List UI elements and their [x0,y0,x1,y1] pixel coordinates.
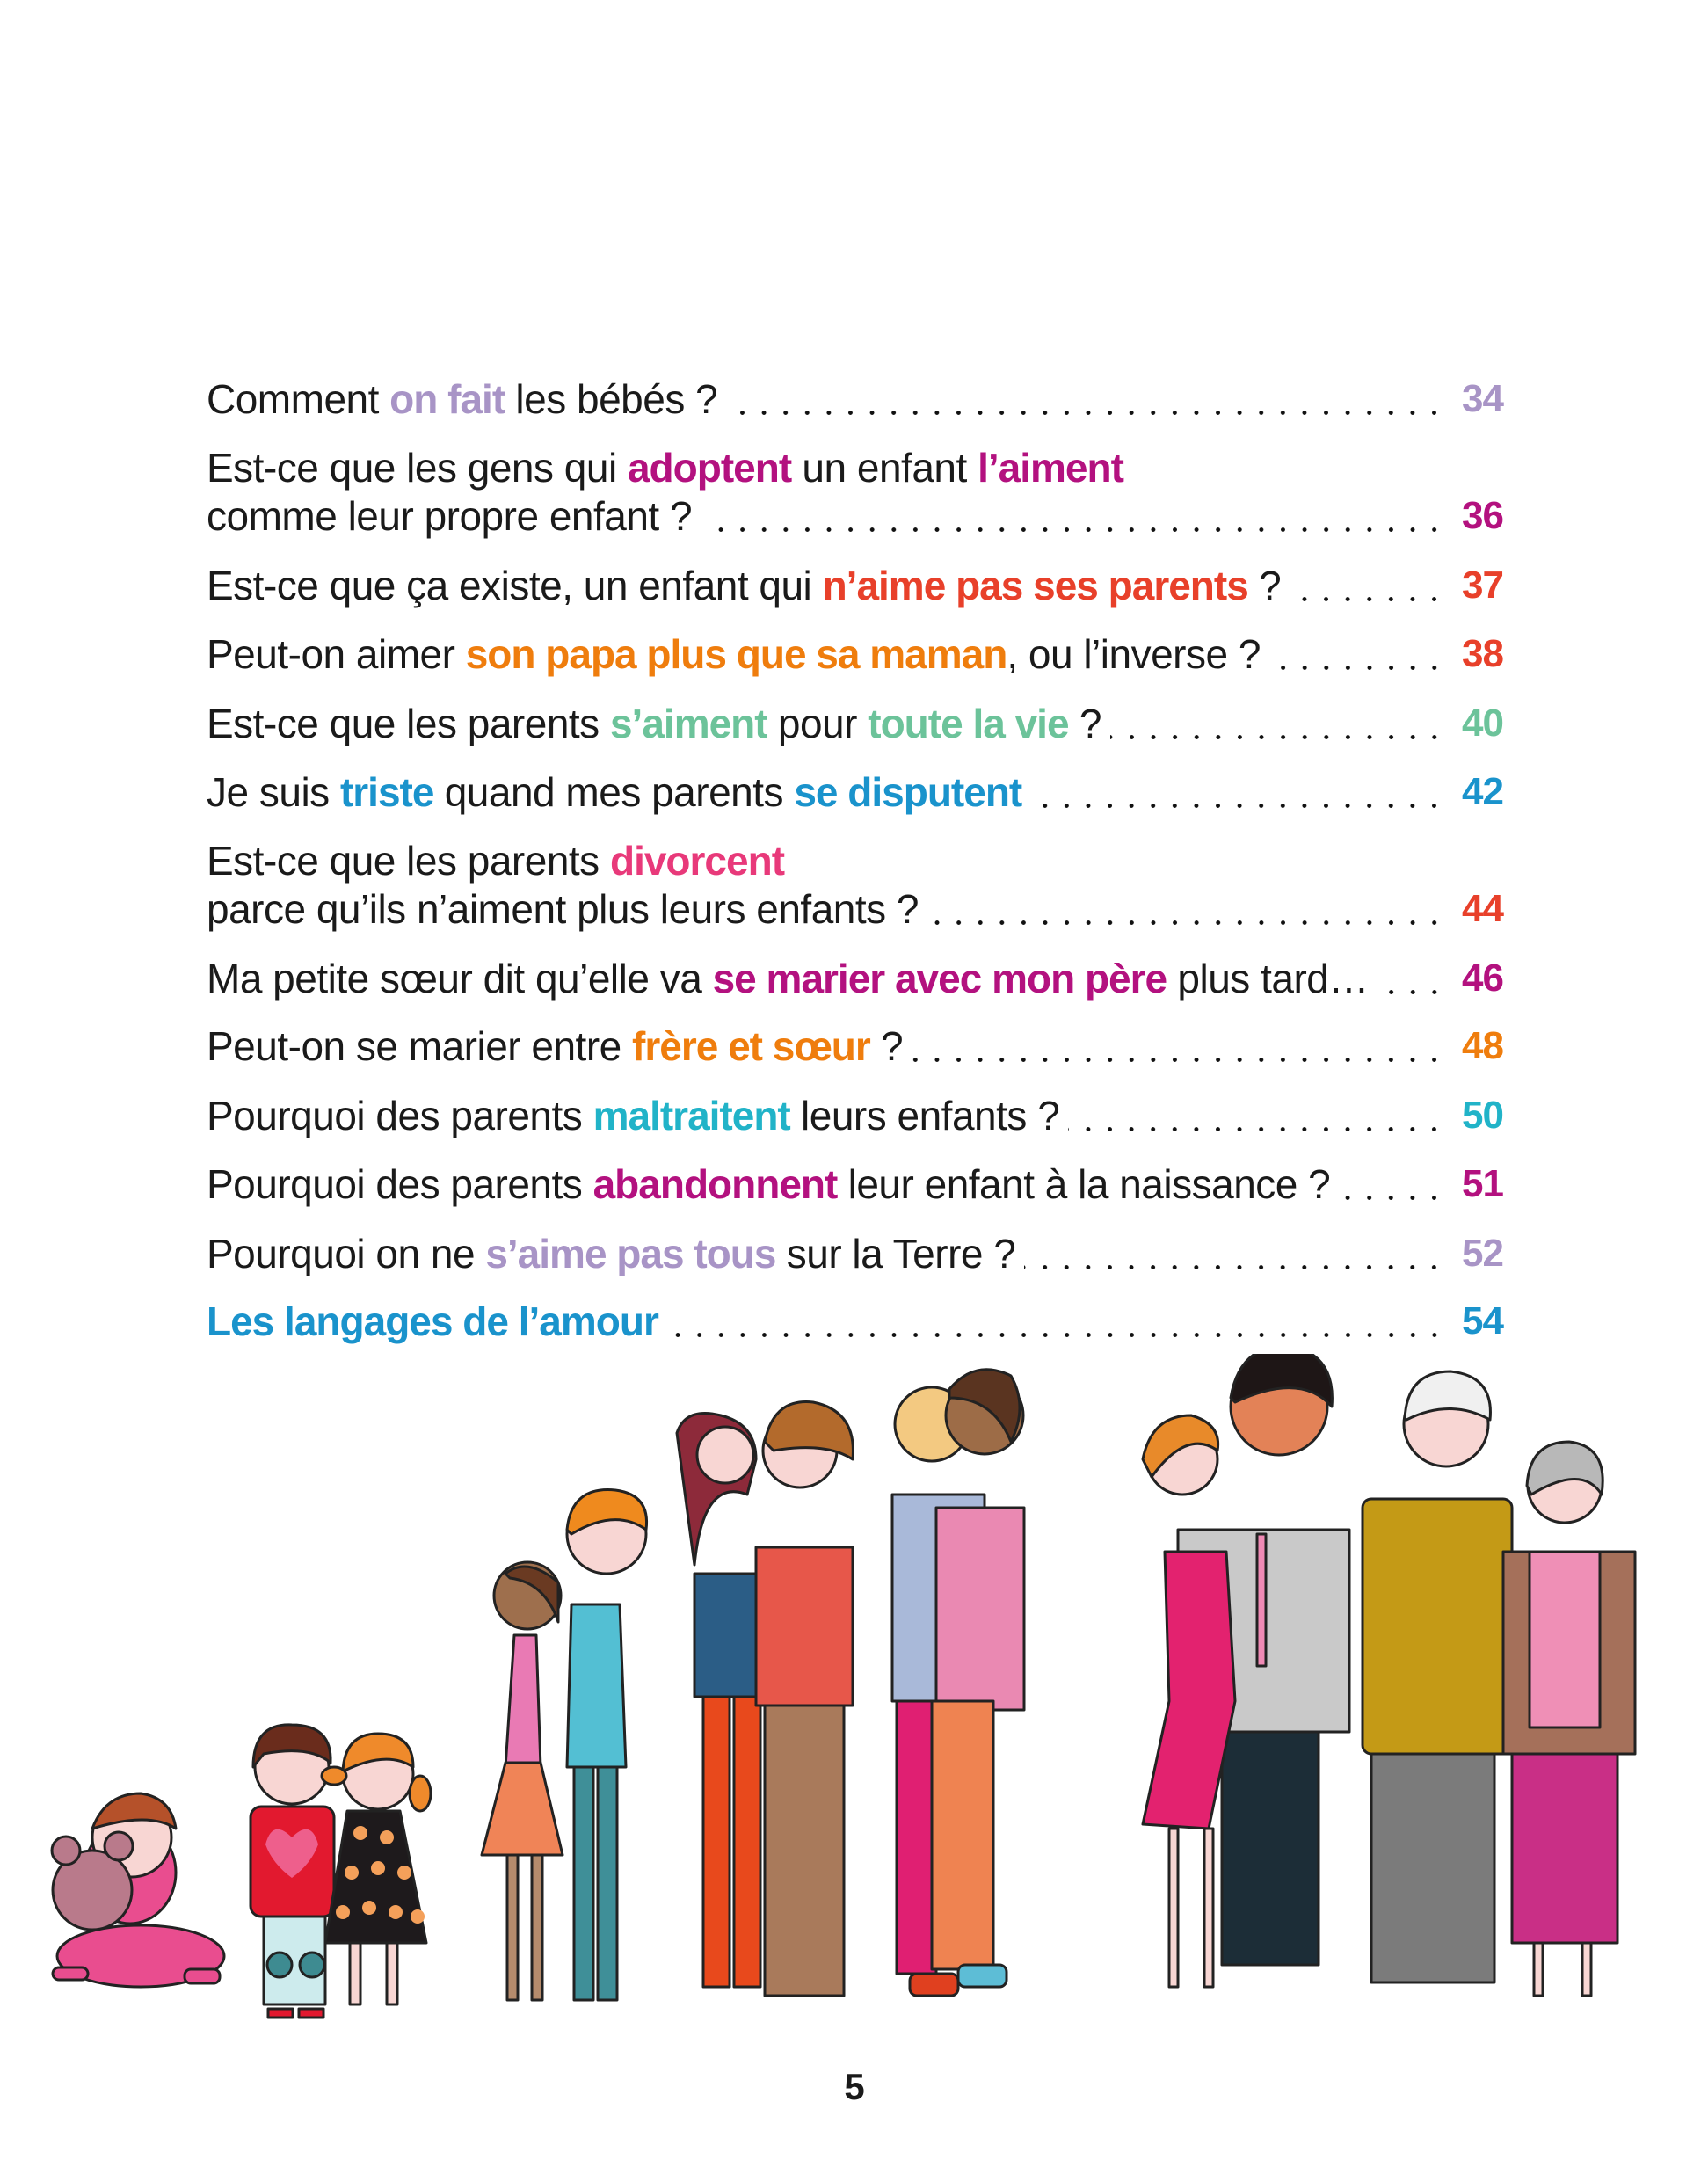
adult-couple-figure [1143,1354,1349,1987]
toc-highlight: Les langages de l’amour [207,1298,658,1344]
dot-leader [927,884,1445,934]
toc-page-number[interactable]: 36 [1462,494,1503,537]
preteen-boy-figure [567,1490,647,2000]
toc-page-number[interactable]: 40 [1462,702,1503,745]
toc-entry-text: Est-ce que les gens qui adoptent un enfant l’aiment [207,445,1123,491]
preteen-girl-figure [482,1562,563,2000]
toc-page-number[interactable]: 37 [1462,564,1503,607]
toc-page-number[interactable]: 54 [1462,1299,1503,1342]
small-girl-figure [322,1734,431,2004]
dot-leader [701,491,1445,541]
toc-page-number[interactable]: 48 [1462,1024,1503,1067]
toc-entry-text: Pourquoi on ne s’aime pas tous sur la Terre ? [207,1231,1016,1276]
toc-entry-text-line2: parce qu’ils n’aiment plus leurs enfants ? [207,886,919,932]
dot-leader [1024,1229,1445,1278]
dot-leader [1068,1091,1445,1140]
toc-page-number[interactable]: 52 [1462,1232,1503,1275]
toc-highlight: adoptent [627,445,792,491]
teen-couple-figure [677,1402,853,1996]
toc-highlight: abandonnent [592,1161,838,1207]
toc-highlight: toute la vie [868,701,1069,746]
toc-entry-text: Est-ce que ça existe, un enfant qui n’aime pas ses parents ? [207,563,1282,608]
toc-highlight: son papa plus que sa maman [465,631,1007,677]
toc-page-number[interactable]: 34 [1462,377,1503,420]
dot-leader [1110,699,1445,748]
toc-entry-text: Ma petite sœur dit qu’elle va se marier avec mon père plus tard… [207,956,1369,1001]
toc-highlight: on fait [389,376,505,422]
dot-leader [726,375,1445,424]
dot-leader [667,1297,1445,1346]
toc-page-number[interactable]: 46 [1462,956,1503,1000]
toc-highlight: se marier avec mon père [712,956,1167,1001]
elderly-couple-figure [1363,1371,1635,1996]
toc-highlight: s’aiment [609,701,767,746]
small-boy-figure [251,1725,334,2018]
toc-entry-text: Est-ce que les parents s’aiment pour toute la vie ? [207,701,1101,746]
dot-leader [912,1022,1445,1071]
dot-leader [1377,954,1445,1003]
family-illustration [0,1354,1708,2040]
toc-entry-text: Comment on fait les bébés ? [207,376,718,422]
toc-entry-text: Pourquoi des parents maltraitent leurs enfants ? [207,1093,1060,1138]
toc-entry-text [207,1297,658,1346]
toc-page-number[interactable]: 44 [1462,887,1503,930]
toc-page-number[interactable]: 51 [1462,1162,1503,1205]
toc-highlight: n’aime pas ses parents [822,563,1248,608]
toc-entry-text-line2: comme leur propre enfant ? [207,493,693,539]
toc-highlight: l’aiment [978,445,1123,491]
dot-leader [1290,561,1445,610]
dot-leader [1030,767,1445,817]
toc-entry-text: Peut-on se marier entre frère et sœur ? [207,1023,904,1069]
page-number: 5 [844,2066,865,2107]
toc-page-number[interactable]: 38 [1462,632,1503,675]
toc-highlight: maltraitent [592,1093,790,1138]
toc-highlight: divorcent [609,838,785,884]
toc-entry-text: Peut-on aimer son papa plus que sa maman, ou l’inverse ? [207,631,1261,677]
toc-entry-text: Est-ce que les parents divorcent [207,838,785,884]
toc-entry-text: Pourquoi des parents abandonnent leur enfant à la naissance ? [207,1161,1331,1207]
toc-page-number[interactable]: 50 [1462,1094,1503,1137]
baby-figure [52,1793,224,1987]
toc-highlight: triste [339,769,434,815]
dot-leader [1269,629,1445,679]
dot-leader [1339,1160,1445,1209]
male-couple-figure [892,1370,1024,1996]
toc-highlight: frère et sœur [632,1023,870,1069]
toc-page-number[interactable]: 42 [1462,770,1503,813]
toc-highlight: se disputent [794,769,1022,815]
toc-entry-text: Je suis triste quand mes parents se disputent [207,769,1022,815]
toc-highlight: s’aime pas tous [485,1231,776,1276]
